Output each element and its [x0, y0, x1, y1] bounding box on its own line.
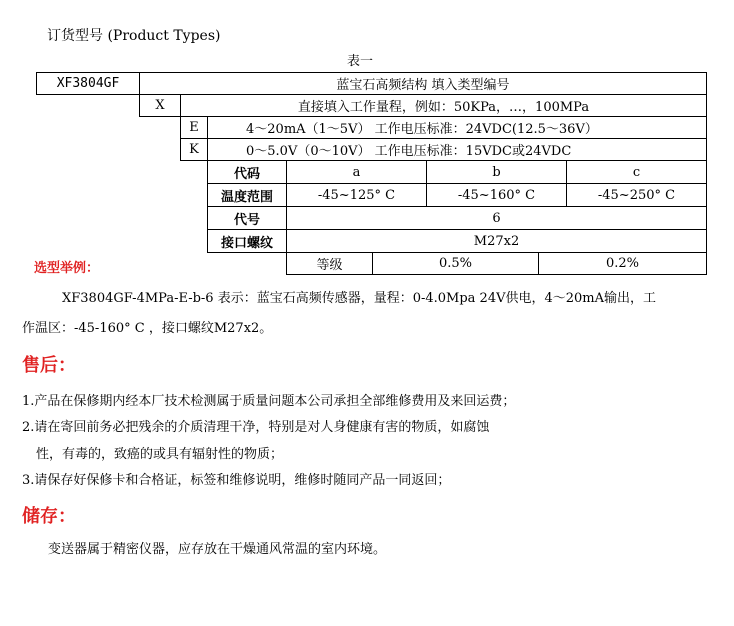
example-label: 选型举例： [34, 261, 100, 276]
temperature-a-cell: -45~125° C [286, 183, 427, 207]
code-number-label-cell: 代号 [207, 206, 287, 230]
storage-text: 变送器属于精密仪器，应存放在干燥通风常温的室内环境。 [48, 542, 387, 557]
output-e-code-cell: E [180, 116, 208, 139]
output-e-description-cell: 4～20mA（1～5V） 工作电压标准：24VDC(12.5～36V） [207, 116, 707, 139]
code-a-cell: a [286, 160, 427, 184]
after-sales-item-2-line-2: 性，有毒的，致癌的或具有辐射性的物质； [36, 447, 284, 462]
code-c-cell: c [566, 160, 707, 184]
model-cell: XF3804GF [36, 72, 140, 95]
range-description-cell: 直接填入工作量程，例如：50KPa，…，100MPa [180, 94, 707, 117]
code-number-value-cell: 6 [286, 206, 707, 230]
interface-value-cell: M27x2 [286, 229, 707, 253]
range-code-cell: X [139, 94, 181, 117]
page-title: 订货型号 (Product Types) [47, 28, 221, 44]
after-sales-item-3: 3.请保存好保修卡和合格证，标签和维修说明，维修时随同产品一同返回； [22, 473, 451, 488]
grade-05-cell: 0.5% [372, 252, 539, 275]
grade-label-cell: 等级 [286, 252, 373, 275]
after-sales-item-2-line-1: 2.请在寄回前务必把残余的介质清理干净，特别是对人身健康有害的物质，如腐蚀 [22, 420, 490, 435]
model-description-cell: 蓝宝石高频结构 填入类型编号 [139, 72, 707, 95]
temperature-c-cell: -45~250° C [566, 183, 707, 207]
grade-02-cell: 0.2% [538, 252, 707, 275]
output-k-description-cell: 0～5.0V（0～10V） 工作电压标准：15VDC或24VDC [207, 138, 707, 161]
table-caption: 表一 [347, 54, 374, 69]
storage-heading: 储存： [22, 506, 76, 527]
example-line-2: 作温区：-45-160° C ，接口螺纹M27x2。 [22, 321, 273, 336]
output-k-code-cell: K [180, 138, 208, 161]
temperature-b-cell: -45~160° C [426, 183, 567, 207]
after-sales-heading: 售后： [22, 355, 76, 376]
code-b-cell: b [426, 160, 567, 184]
temperature-label-cell: 温度范围 [207, 183, 287, 207]
after-sales-item-1: 1.产品在保修期内经本厂技术检测属于质量问题本公司承担全部维修费用及来回运费； [22, 394, 516, 409]
code-label-cell: 代码 [207, 160, 287, 184]
interface-label-cell: 接口螺纹 [207, 229, 287, 253]
example-line-1: XF3804GF-4MPa-E-b-6 表示：蓝宝石高频传感器，量程：0-4.0Mpa 24V供电，4～20mA输出，工 [62, 291, 657, 306]
